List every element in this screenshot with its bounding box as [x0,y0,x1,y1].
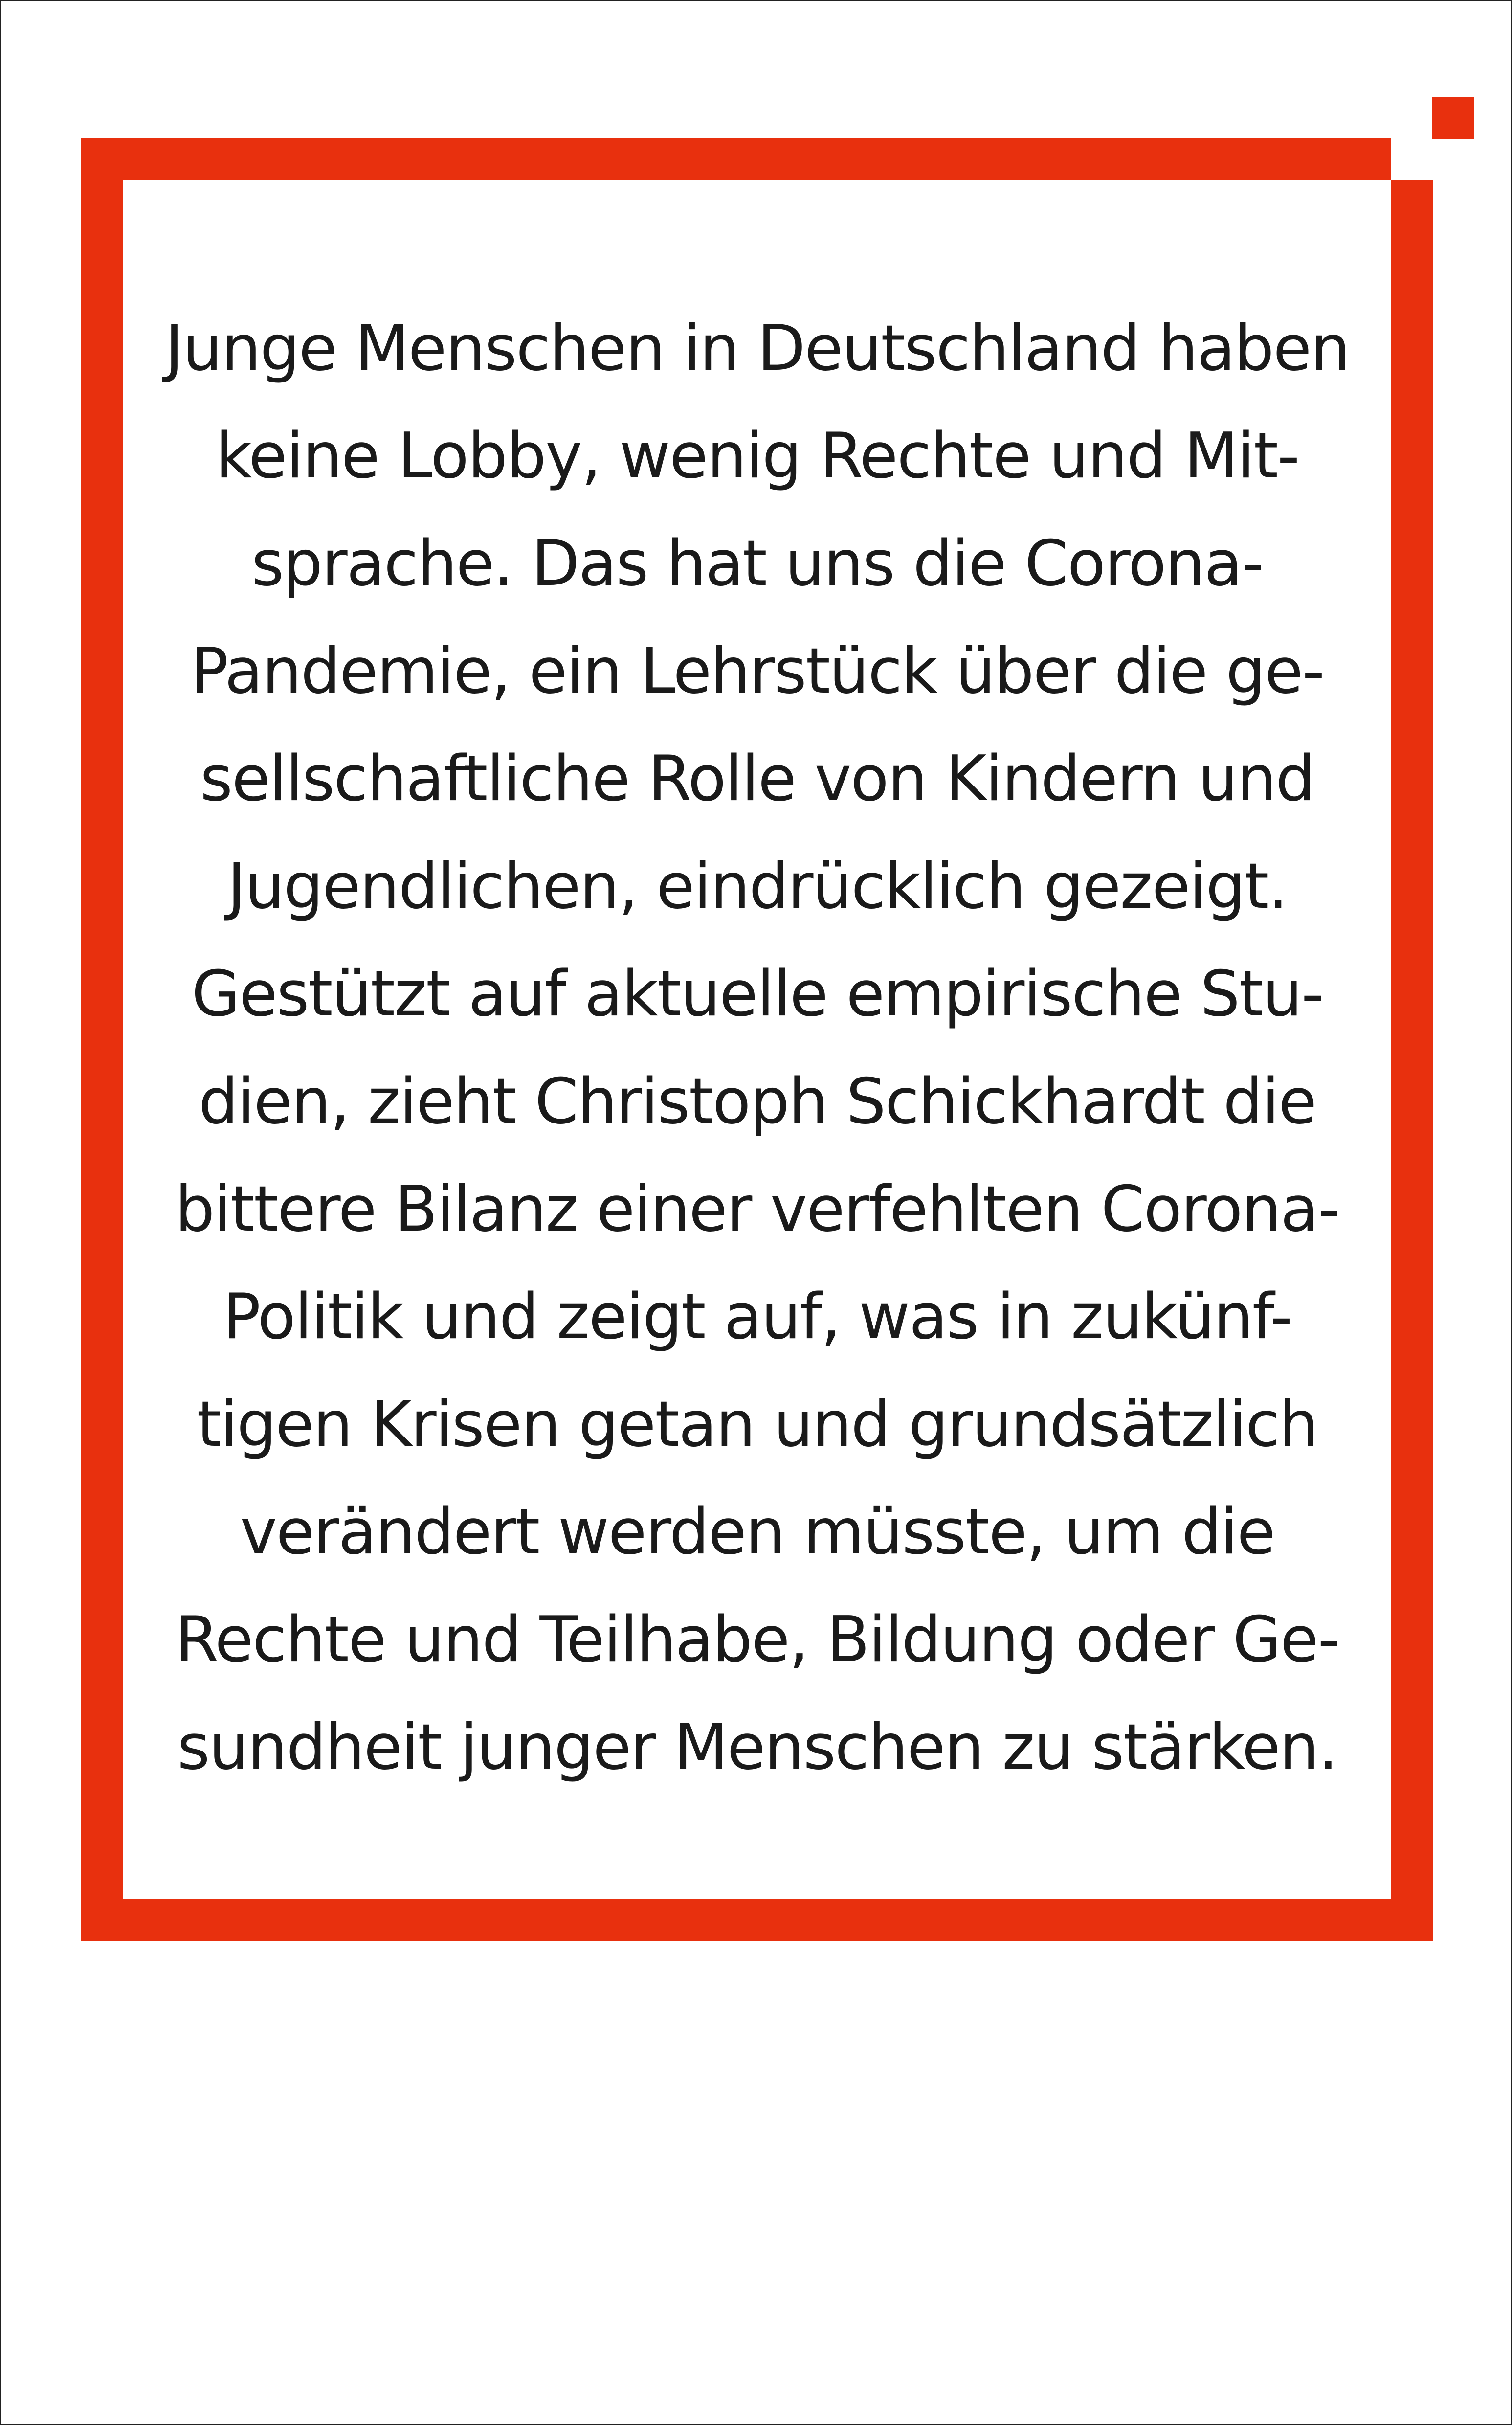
blurb-text [123,295,1391,1801]
blurb-line: sprache. Das hat uns die Corona- [251,527,1263,600]
blurb-line: tigen Krisen getan und grundsätzlich [197,1388,1318,1461]
blurb-line: Rechte und Teilhabe, Bildung oder Ge- [175,1603,1339,1676]
blurb-line: Gestützt auf aktuelle empirische Stu- [191,958,1323,1031]
blurb-line: Pandemie, ein Lehrstück über die ge- [190,635,1324,708]
blurb-line: Junge Menschen in Deutschland haben [165,312,1350,385]
frame-corner-notch [1391,138,1433,180]
blurb-line: sundheit junger Menschen zu stärken. [177,1711,1337,1784]
blurb-line: verändert werden müsste, um die [240,1496,1275,1569]
blurb-line: Politik und zeigt auf, was in zukünf- [222,1280,1292,1353]
blurb-line: Jugendlichen, eindrücklich gezeigt. [227,850,1287,923]
blurb-line: keine Lobby, wenig Rechte und Mit- [215,420,1299,493]
corner-square-ornament [1432,97,1474,139]
blurb-line: sellschaftliche Rolle von Kindern und [200,742,1314,815]
blurb-line: dien, zieht Christoph Schickhardt die [199,1065,1316,1138]
blurb-line: bittere Bilanz einer verfehlten Corona- [175,1173,1339,1246]
